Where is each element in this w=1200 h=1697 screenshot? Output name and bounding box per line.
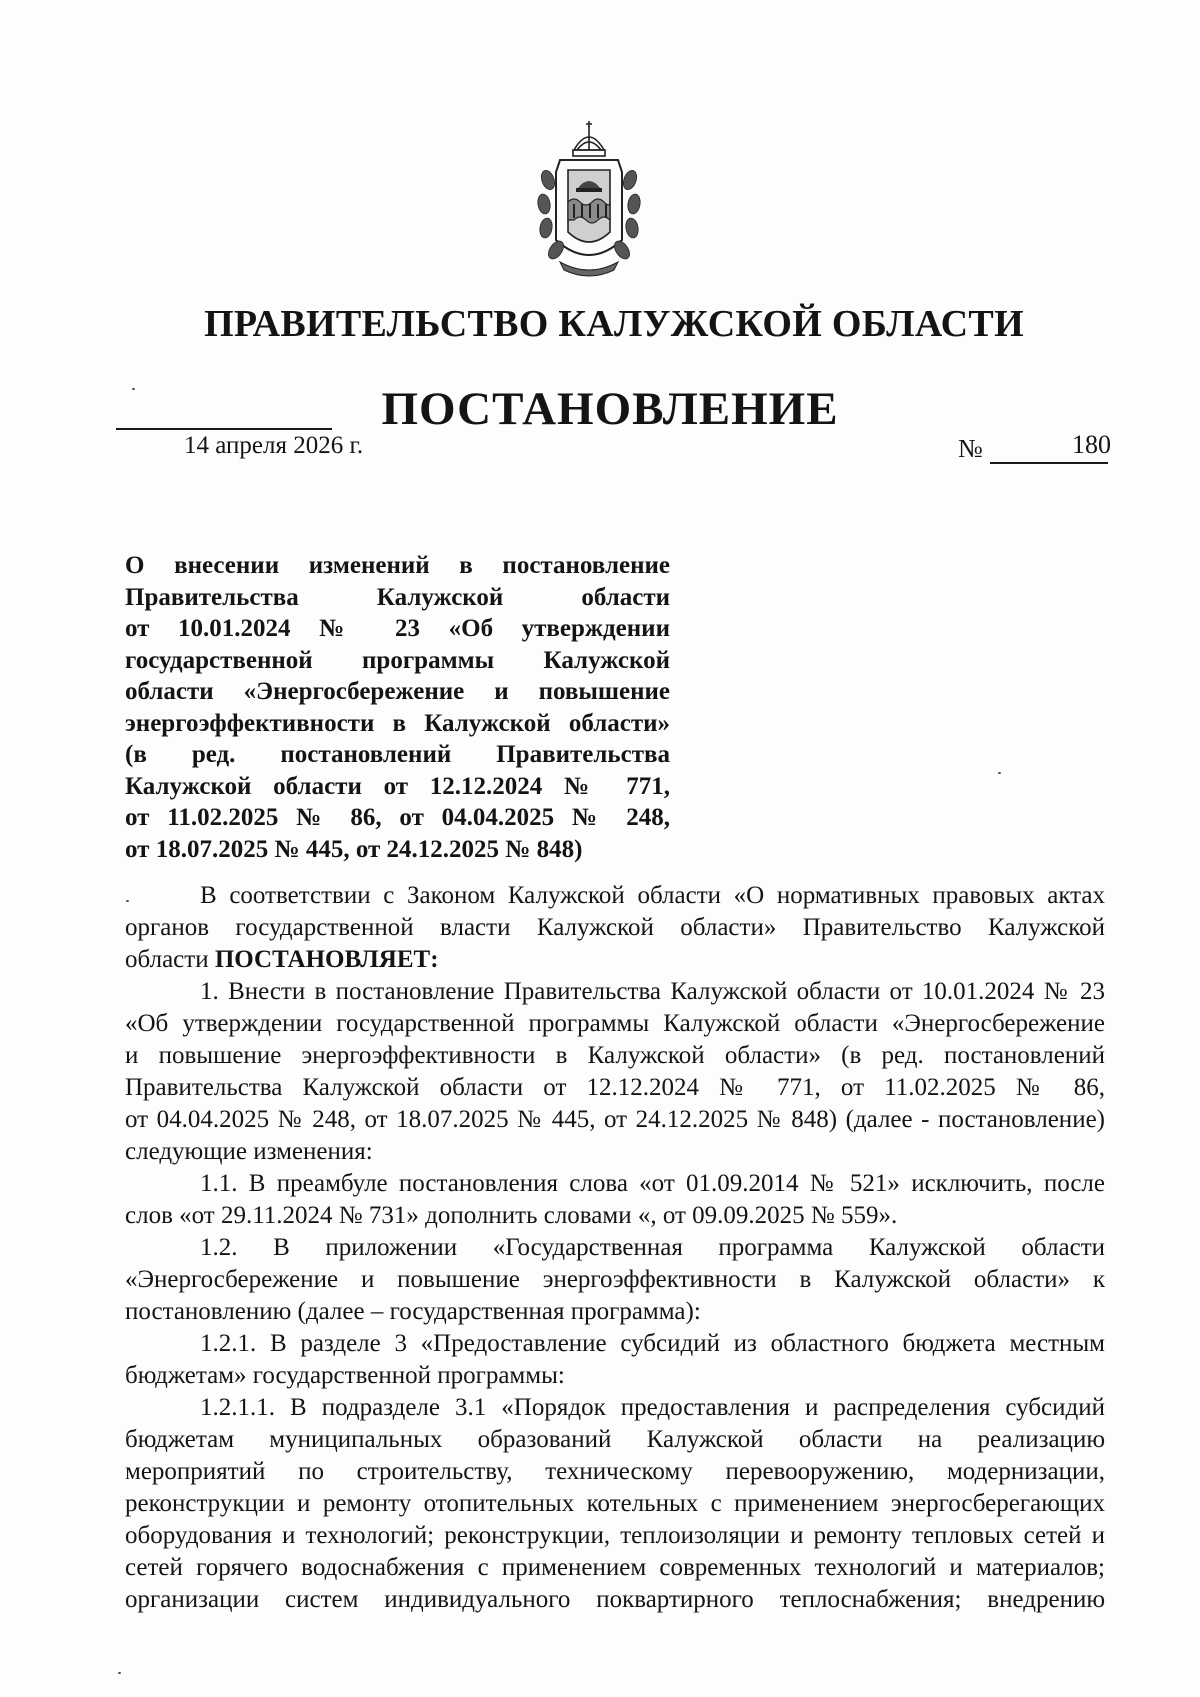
subject-line: Калужской области от 12.12.2024 № 771,	[125, 772, 670, 800]
body-line: «Энергосбережение и повышение энергоэффективности в Калужской области» к	[125, 1266, 1105, 1293]
document-number: 180	[1072, 430, 1111, 459]
document-date: 14 апреля 2026 г.	[184, 432, 364, 459]
date-underline	[116, 428, 332, 430]
decree-keyword: ПОСТАНОВЛЯЕТ:	[214, 946, 439, 973]
body-line: 1.2.1.1. В подразделе 3.1 «Порядок предоставления и распределения субсидий	[200, 1394, 1105, 1421]
body-line: реконструкции и ремонту отопительных котельных с применением энергосберегающих	[125, 1490, 1105, 1517]
subject-line: от 18.07.2025 № 445, от 24.12.2025 № 848)	[125, 835, 583, 863]
subject-line: от 10.01.2024 № 23 «Об утверждении	[125, 615, 670, 642]
body-line: сетей горячего водоснабжения с применением современных технологий и материалов;	[125, 1554, 1105, 1581]
body-line: оборудования и технологий; реконструкции, теплоизоляции и ремонту тепловых сетей и	[125, 1522, 1105, 1549]
subject-line: Правительства Калужской области	[125, 583, 670, 611]
body-line: В соответствии с Законом Калужской области «О нормативных правовых актах	[200, 882, 1105, 909]
body-line: 1.1. В преамбуле постановления слова «от 01.09.2014 № 521» исключить, после	[200, 1170, 1105, 1197]
subject-line: (в ред. постановлений Правительства	[125, 741, 670, 768]
subject-line: от 11.02.2025 № 86, от 04.04.2025 № 248,	[125, 804, 670, 831]
body-line	[125, 944, 1105, 976]
subject-line: О внесении изменений в постановление	[125, 552, 670, 579]
body-line: 1.2.1. В разделе 3 «Предоставление субсидий из областного бюджета местным	[200, 1330, 1105, 1357]
document-body	[125, 880, 1105, 1616]
body-line: мероприятий по строительству, техническому перевооружению, модернизации,	[125, 1458, 1105, 1485]
body-line: бюджетам» государственной программы:	[125, 1362, 565, 1389]
body-line: органов государственной власти Калужской области» Правительство Калужской	[125, 914, 1105, 941]
body-line: Правительства Калужской области от 12.12.2024 № 771, от 11.02.2025 № 86,	[125, 1074, 1105, 1101]
subject-line: государственной программы Калужской	[125, 646, 670, 674]
government-title: ПРАВИТЕЛЬСТВО КАЛУЖСКОЙ ОБЛАСТИ	[204, 303, 1024, 345]
body-line: 1. Внести в постановление Правительства Калужской области от 10.01.2024 № 23	[200, 978, 1105, 1005]
subject-line: энергоэффективности в Калужской области»	[125, 709, 670, 737]
scan-speck	[132, 388, 135, 390]
scan-speck	[998, 772, 1001, 774]
body-line: 1.2. В приложении «Государственная программа Калужской области	[200, 1234, 1105, 1261]
kaluga-oblast-coat-of-arms-icon	[530, 120, 648, 280]
number-sign: №	[958, 434, 983, 463]
body-line: «Об утверждении государственной программы Калужской области «Энергосбережение	[125, 1010, 1105, 1037]
body-line: от 04.04.2025 № 248, от 18.07.2025 № 445, от 24.12.2025 № 848) (далее - постановление)	[125, 1106, 1105, 1133]
preamble-prefix: области	[125, 946, 215, 973]
document-type-heading: ПОСТАНОВЛЕНИЕ	[381, 383, 839, 435]
body-line: и повышение энергоэффективности в Калужской области» (в ред. постановлений	[125, 1042, 1105, 1069]
subject-line: области «Энергосбережение и повышение	[125, 678, 670, 705]
body-line: слов «от 29.11.2024 № 731» дополнить словами «, от 09.09.2025 № 559».	[125, 1202, 898, 1229]
body-line: следующие изменения:	[125, 1138, 373, 1165]
body-line: бюджетам муниципальных образований Калужской области на реализацию	[125, 1426, 1105, 1453]
body-line: постановлению (далее – государственная программа):	[125, 1298, 701, 1325]
number-underline	[990, 462, 1108, 464]
scan-speck	[118, 1672, 121, 1674]
body-line: организации систем индивидуального поквартирного теплоснабжения; внедрению	[125, 1586, 1105, 1613]
scan-speck	[126, 900, 129, 902]
document-subject	[125, 550, 670, 865]
